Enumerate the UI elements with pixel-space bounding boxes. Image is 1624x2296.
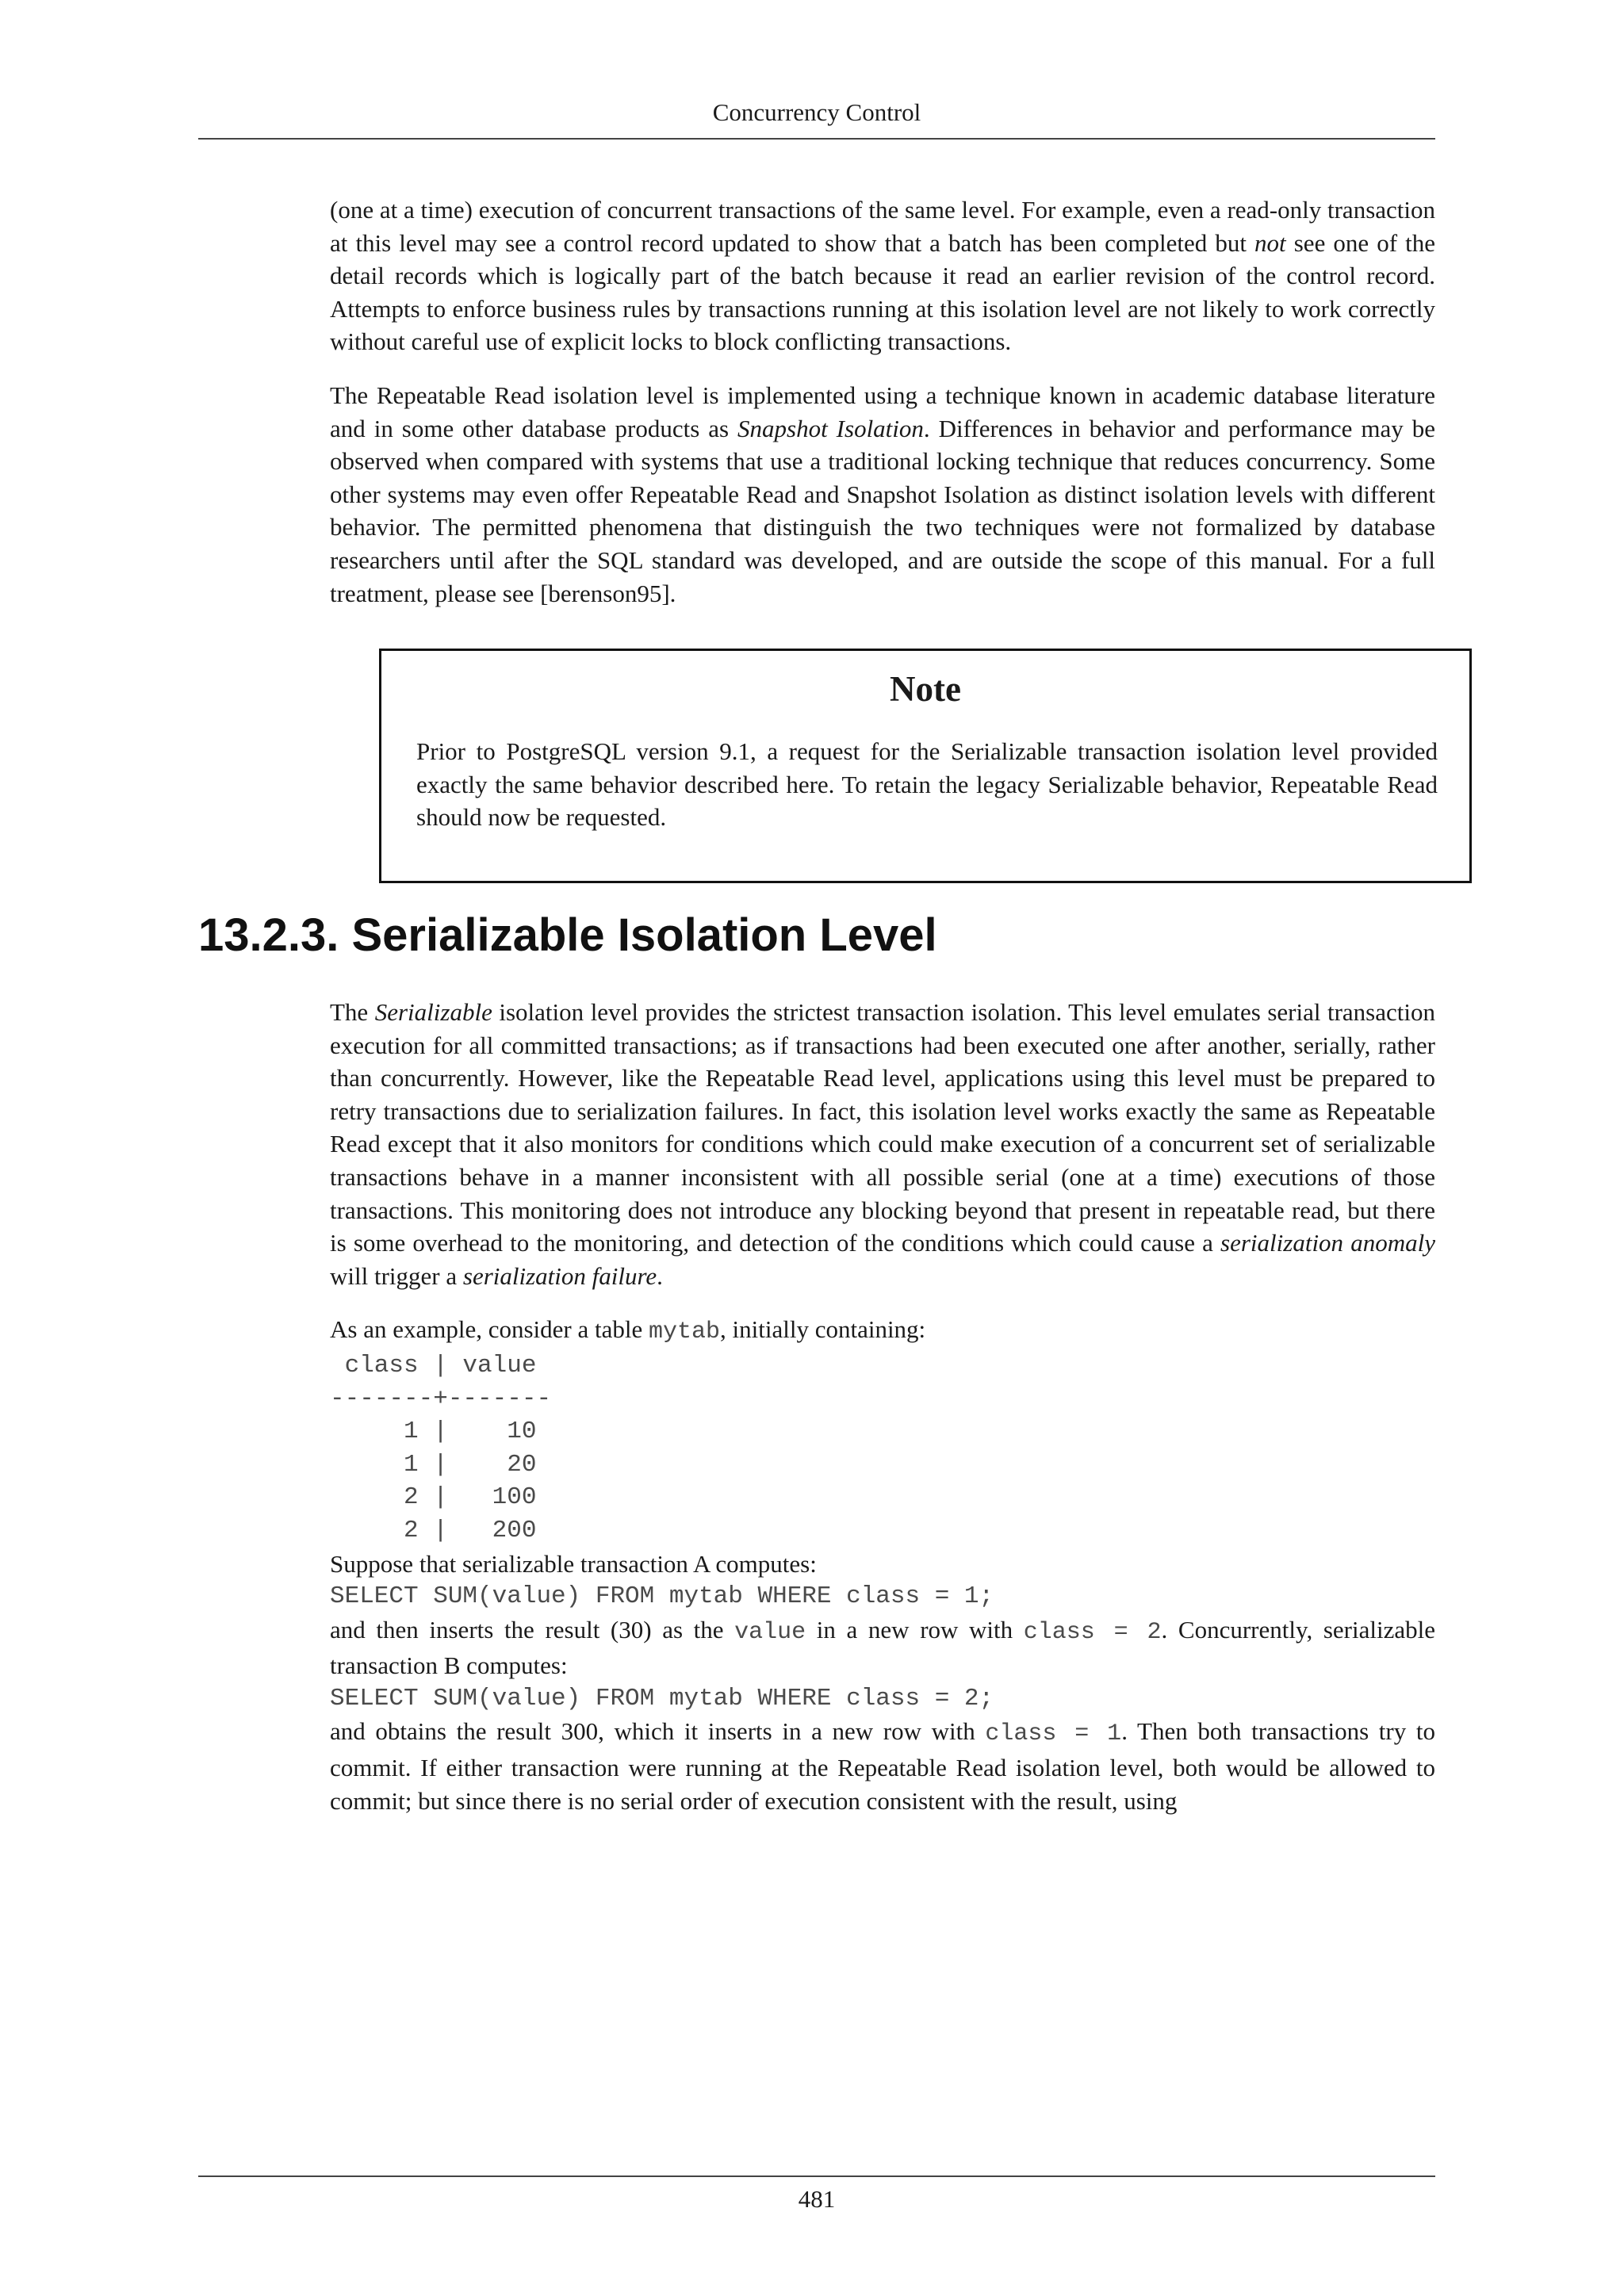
emphasis-serialization-failure: serialization failure — [462, 1261, 657, 1290]
paragraph-example-table: As an example, consider a table mytab, initially containing: — [330, 1315, 926, 1346]
emphasis-not: not — [1254, 228, 1286, 257]
note-box — [379, 649, 1472, 883]
page-number: 481 — [798, 2185, 836, 2213]
emphasis-serializable: Serializable — [374, 998, 492, 1026]
paragraph-transaction-a: Suppose that serializable transaction A computes: — [330, 1549, 817, 1578]
emphasis-serialization-anomaly: serialization anomaly — [1220, 1229, 1435, 1257]
inline-code-class-2: class = 2 — [1023, 1618, 1162, 1646]
running-header: Concurrency Control — [712, 98, 921, 126]
table-listing: class | value -------+------- 1 | 10 1 | 20 2 | 100 2 | 200 — [330, 1351, 552, 1544]
code-select-class-1: SELECT SUM(value) FROM mytab WHERE class = 1; — [330, 1582, 994, 1611]
body-text-section — [330, 996, 1435, 1817]
header-rule — [198, 138, 1435, 140]
note-title: Note — [890, 669, 961, 709]
section-heading: 13.2.3. Serializable Isolation Level — [198, 909, 937, 961]
inline-code-value: value — [734, 1618, 806, 1646]
code-select-class-2: SELECT SUM(value) FROM mytab WHERE class = 2; — [330, 1684, 994, 1712]
paragraph-isolation-anomaly: (one at a time) execution of concurrent transactions of the same level. For example, even a read-only transaction at this level may see a control record updated to show that a batch has been completed but not see one of the detail records which is logically part of the batch because it read an earlier revision of the control record. Attempts to enforce business rules by transactions running at this isolation level are not likely to work correctly without careful use of explicit locks to block conflicting transactions. — [330, 196, 1435, 356]
note-text: Prior to PostgreSQL version 9.1, a request for the Serializable transaction isolation level provided exactly the same behavior described here. To retain the legacy Serializable behavior, Repeatable Read should now be requested. — [416, 737, 1438, 832]
inline-code-mytab: mytab — [649, 1318, 721, 1346]
emphasis-snapshot-isolation: Snapshot Isolation — [737, 414, 924, 442]
paragraph-commit-conflict: and obtains the result 300, which it inserts in a new row with class = 1. Then both transactions try to commit. If either transaction were running at the Repeatable Read isolation level, both would be allowed to commit; but since there is no serial order of execution consistent with the result, using — [330, 1717, 1435, 1815]
footer-rule — [198, 2175, 1435, 2177]
inline-code-class-1: class = 1 — [985, 1720, 1122, 1748]
paragraph-snapshot-isolation: The Repeatable Read isolation level is implemented using a technique known in academic database literature and in some other database products as Snapshot Isolation. Differences in behavior and performance may be observed when compared with systems that use a traditional locking technique that reduces concurrency. Some other systems may even offer Repeatable Read and Snapshot Isolation as distinct isolation levels with different behavior. The permitted phenomena that distinguish the two techniques were not formalized by database researchers until after the SQL standard was developed, and are outside the scope of this manual. For a full treatment, please see [berenson95]. — [330, 381, 1435, 607]
paragraph-transaction-b: and then inserts the result (30) as the value in a new row with class = 2. Concurrently, serializable transaction B computes: — [330, 1615, 1435, 1680]
body-text-top — [330, 193, 1435, 630]
paragraph-serializable-intro: The Serializable isolation level provides the strictest transaction isolation. This level emulates serial transaction execution for all committed transactions; as if transactions had been executed one after another, serially, rather than concurrently. However, like the Repeatable Read level, applications using this level must be prepared to retry transactions due to serialization failures. In fact, this isolation level works exactly the same as Repeatable Read except that it also monitors for conditions which could make execution of a concurrent set of serializable transactions behave in a manner inconsistent with all possible serial (one at a time) executions of those transactions. This monitoring does not introduce any blocking beyond that present in repeatable read, but there is some overhead to the monitoring, and detection of the conditions which could cause a serialization anomaly will trigger a serialization failure. — [330, 998, 1435, 1290]
